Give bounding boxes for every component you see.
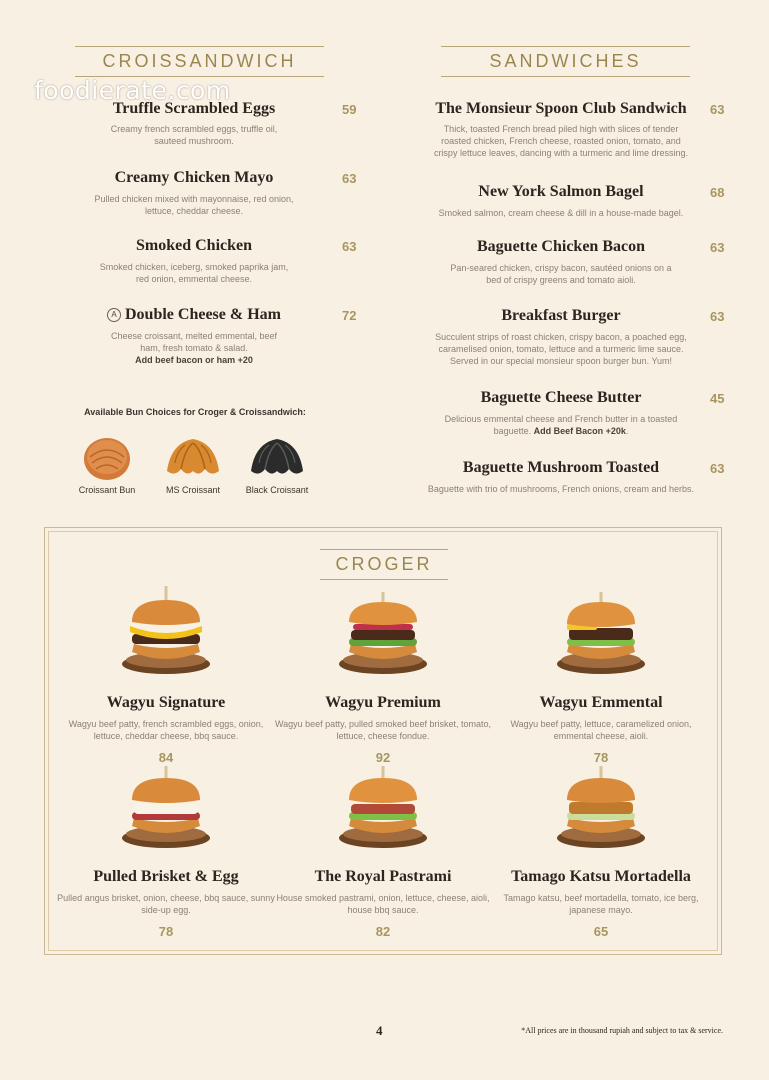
croger-title: CROGER bbox=[320, 549, 448, 580]
croger-item-pulled-brisket bbox=[56, 764, 276, 939]
croger-item-wagyu-emmental bbox=[491, 586, 711, 765]
burger-price: 78 bbox=[593, 750, 609, 765]
burger-desc: Wagyu beef patty, french scrambled eggs, onion, lettuce, cheddar cheese, bbq sauce. bbox=[68, 719, 264, 741]
sandwich-item-chicken-bacon bbox=[432, 238, 690, 286]
bun-option-croissant-bun bbox=[67, 433, 147, 495]
sandwich-item-club bbox=[432, 100, 690, 159]
burger-name: The Royal Pastrami bbox=[314, 868, 452, 885]
croissandwich-item-truffle bbox=[84, 100, 304, 147]
price-footnote: *All prices are in thousand rupiah and subject to tax & service. bbox=[521, 1026, 723, 1035]
item-name: Breakfast Burger bbox=[501, 307, 621, 324]
burger-name: Wagyu Signature bbox=[106, 694, 226, 711]
item-name: Baguette Mushroom Toasted bbox=[462, 459, 660, 476]
sandwich-item-salmon-bagel bbox=[432, 183, 690, 219]
burger-desc: Tamago katsu, beef mortadella, tomato, ice berg, japanese mayo. bbox=[503, 893, 699, 915]
croger-item-wagyu-premium bbox=[273, 586, 493, 765]
item-desc: Thick, toasted French bread piled high with slices of tender roasted chicken, French cheese, roasted onion, tomato, and crispy lettuce leaves, dancing with a turmeric and lime dressing. bbox=[433, 124, 689, 158]
item-desc-text: Delicious emmental cheese and French butter in a toasted baguette. bbox=[444, 414, 678, 436]
item-desc-addon: Add beef bacon or ham +20 bbox=[135, 355, 253, 365]
burger-name: Tamago Katsu Mortadella bbox=[511, 868, 691, 885]
item-desc: Smoked salmon, cream cheese & dill in a house-made bagel. bbox=[438, 208, 684, 218]
burger-name: Wagyu Premium bbox=[325, 694, 441, 711]
burger-desc: House smoked pastrami, onion, lettuce, cheese, aioli, house bbq sauce. bbox=[276, 893, 490, 915]
item-price: 45 bbox=[710, 391, 725, 406]
item-price: 63 bbox=[710, 240, 725, 255]
sandwiches-title: SANDWICHES bbox=[441, 46, 690, 77]
croger-item-royal-pastrami bbox=[273, 764, 493, 939]
item-price: 63 bbox=[710, 461, 725, 476]
item-name: New York Salmon Bagel bbox=[478, 183, 644, 200]
burger-image-icon bbox=[553, 764, 649, 852]
burger-image-icon bbox=[553, 586, 649, 678]
item-desc-addon: Add Beef Bacon +20k bbox=[533, 426, 626, 436]
croissandwich-item-chicken-mayo bbox=[84, 169, 304, 217]
item-name-text: Double Cheese & Ham bbox=[125, 306, 281, 323]
item-desc bbox=[432, 413, 690, 437]
bun-option-black-croissant bbox=[237, 433, 317, 495]
burger-desc: Wagyu beef patty, lettuce, caramelized onion, emmental cheese, aioli. bbox=[510, 719, 692, 741]
item-desc: Succulent strips of roast chicken, crispy bacon, a poached egg, caramelised onion, tomato, lettuce and a turmeric lime sauce. Served in our special monsieur spoon burger bun. Yum! bbox=[435, 332, 687, 366]
sandwich-item-breakfast-burger bbox=[432, 307, 690, 367]
bun-label: Black Croissant bbox=[245, 485, 309, 495]
item-price: 63 bbox=[342, 171, 357, 186]
burger-image-icon bbox=[118, 586, 214, 678]
croger-item-wagyu-signature bbox=[56, 586, 276, 765]
bun-choices-title: Available Bun Choices for Croger & Croissandwich: bbox=[84, 407, 306, 417]
bun-label: Croissant Bun bbox=[78, 485, 136, 495]
burger-image-icon bbox=[335, 586, 431, 678]
burger-desc: Wagyu beef patty, pulled smoked beef brisket, tomato, lettuce, cheese fondue. bbox=[274, 719, 492, 741]
sandwich-item-cheese-butter bbox=[432, 389, 690, 437]
item-name: Creamy Chicken Mayo bbox=[114, 169, 274, 186]
burger-price: 84 bbox=[158, 750, 174, 765]
burger-price: 65 bbox=[593, 924, 609, 939]
item-price: 68 bbox=[710, 185, 725, 200]
burger-image-icon bbox=[335, 764, 431, 852]
burger-price: 78 bbox=[158, 924, 174, 939]
burger-image-icon bbox=[118, 764, 214, 852]
item-desc-text: Cheese croissant, melted emmental, beef ham, fresh tomato & salad. bbox=[110, 331, 278, 353]
bun-label: MS Croissant bbox=[165, 485, 220, 495]
item-price: 63 bbox=[710, 309, 725, 324]
burger-name: Pulled Brisket & Egg bbox=[93, 868, 239, 885]
croissant-bun-icon bbox=[82, 433, 132, 481]
item-name: The Monsieur Spoon Club Sandwich bbox=[435, 100, 687, 117]
item-name: Truffle Scrambled Eggs bbox=[112, 100, 276, 117]
watermark: foodierate.com bbox=[34, 76, 231, 105]
item-price: 59 bbox=[342, 102, 357, 117]
item-name: Smoked Chicken bbox=[135, 237, 253, 254]
a-badge-icon: A bbox=[107, 308, 121, 322]
item-name: Baguette Chicken Bacon bbox=[477, 238, 645, 255]
burger-price: 92 bbox=[375, 750, 391, 765]
item-desc: Pulled chicken mixed with mayonnaise, red onion, lettuce, cheddar cheese. bbox=[94, 194, 294, 216]
page-number: 4 bbox=[376, 1023, 383, 1038]
croissandwich-item-double-cheese bbox=[84, 306, 304, 366]
item-price: 72 bbox=[342, 308, 357, 323]
croissandwich-item-smoked-chicken bbox=[84, 237, 304, 285]
item-desc: Smoked chicken, iceberg, smoked paprika jam, red onion, emmental cheese. bbox=[99, 262, 289, 284]
item-desc: Baguette with trio of mushrooms, French onions, cream and herbs. bbox=[427, 484, 695, 494]
croger-item-tamago-katsu bbox=[491, 764, 711, 939]
burger-price: 82 bbox=[375, 924, 391, 939]
bun-option-ms-croissant bbox=[153, 433, 233, 495]
item-desc: Pan-seared chicken, crispy bacon, sautéed onions on a bed of crispy greens and tomato aioli. bbox=[450, 263, 672, 285]
burger-name: Wagyu Emmental bbox=[539, 694, 663, 711]
item-desc: Creamy french scrambled eggs, truffle oil, sauteed mushroom. bbox=[110, 124, 278, 146]
item-name: Baguette Cheese Butter bbox=[480, 389, 642, 406]
sandwich-item-mushroom bbox=[424, 459, 698, 495]
black-croissant-icon bbox=[247, 433, 307, 481]
item-desc-end: . bbox=[625, 426, 629, 436]
item-name bbox=[84, 306, 304, 324]
ms-croissant-icon bbox=[163, 433, 223, 481]
burger-desc: Pulled angus brisket, onion, cheese, bbq sauce, sunny side-up egg. bbox=[57, 893, 275, 915]
item-price: 63 bbox=[342, 239, 357, 254]
item-desc bbox=[84, 330, 304, 366]
croissandwich-title: CROISSANDWICH bbox=[75, 46, 324, 77]
item-price: 63 bbox=[710, 102, 725, 117]
